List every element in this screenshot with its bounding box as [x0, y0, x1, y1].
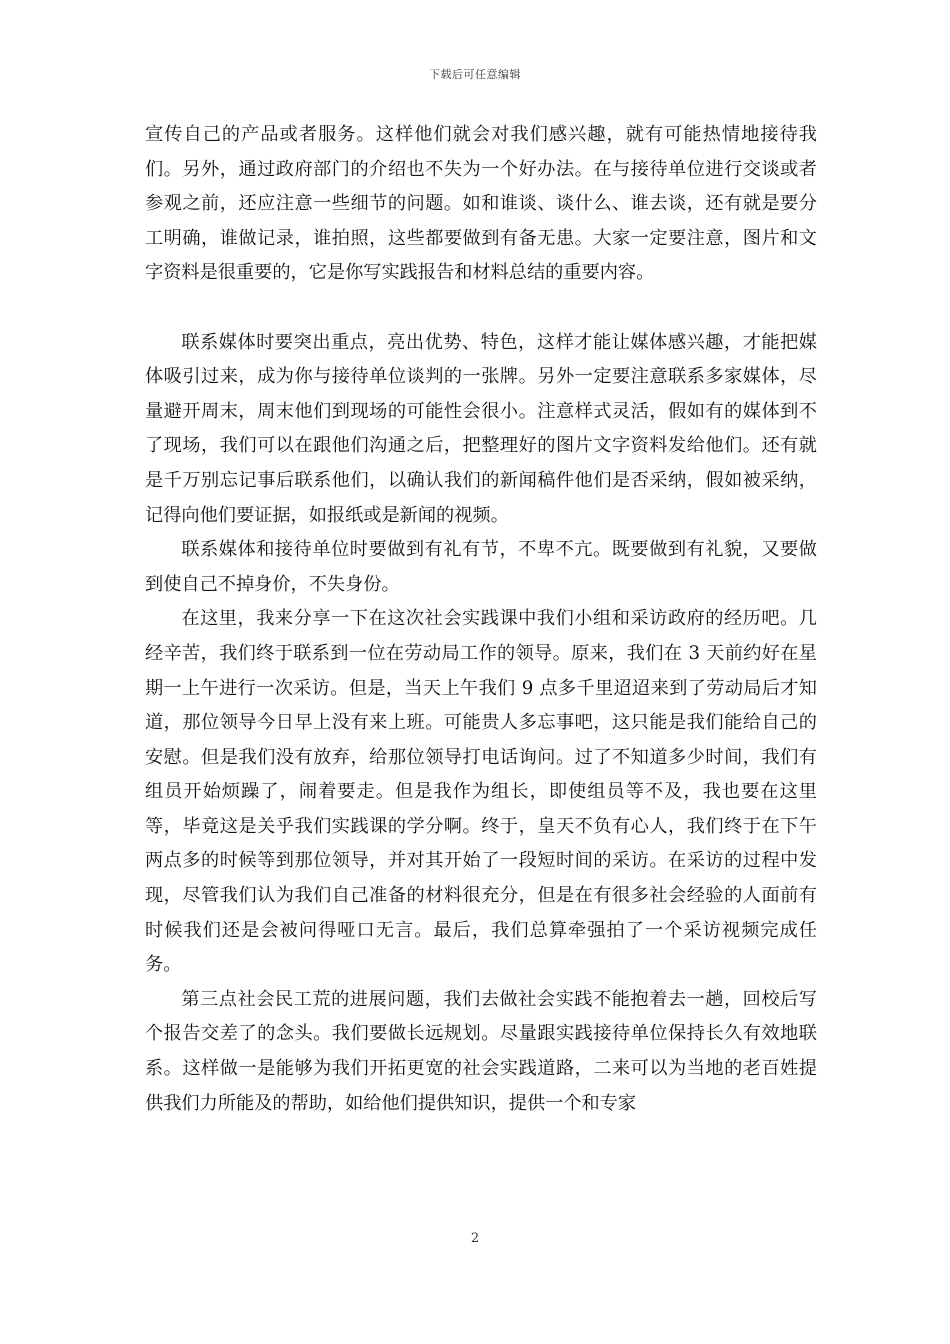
page-number: 2	[470, 1231, 480, 1246]
paragraph-3: 联系媒体和接待单位时要做到有礼有节，不卑不亢。既要做到有礼貌，又要做到使自己不掉身价，不失身份。	[145, 539, 817, 595]
paragraph-5: 第三点社会民工荒的进展问题，我们去做社会实践不能抱着去一趟，回校后写个报告交差了的念头。我们要做长远规划。尽量跟实践接待单位保持长久有效地联系。这样做一是能够为我们开拓更宽的社会实践道路，二来可以为当地的老百姓提供我们力所能及的帮助，如给他们提供知识，提供一个和专家	[145, 988, 817, 1114]
paragraph-2: 联系媒体时要突出重点，亮出优势、特色，这样才能让媒体感兴趣，才能把媒体吸引过来，成为你与接待单位谈判的一张牌。另外一定要注意联系多家媒体，尽量避开周末，周末他们到现场的可能性会很小。注意样式灵活，假如有的媒体到不了现场，我们可以在跟他们沟通之后，把整理好的图片文字资料发给他们。还有就是千万别忘记事后联系他们，以确认我们的新闻稿件他们是否采纳，假如被采纳，记得向他们要证据，如报纸或是新闻的视频。	[145, 331, 817, 526]
paragraph-1: 宣传自己的产品或者服务。这样他们就会对我们感兴趣，就有可能热情地接待我们。另外，通过政府部门的介绍也不失为一个好办法。在与接待单位进行交谈或者参观之前，还应注意一些细节的问题。如和谁谈、谈什么、谁去谈，还有就是要分工明确，谁做记录，谁拍照，这些都要做到有备无患。大家一定要注意，图片和文字资料是很重要的，它是你写实践报告和材料总结的重要内容。	[145, 124, 817, 284]
body-text	[145, 118, 817, 1121]
page-header: 下载后可任意编辑	[429, 68, 521, 81]
paragraph-4: 在这里，我来分享一下在这次社会实践课中我们小组和采访政府的经历吧。几经辛苦，我们终于联系到一位在劳动局工作的领导。原来，我们在 3 天前约好在星期一上午进行一次采访。但是，当天上午我们 9 点多千里迢迢来到了劳动局后才知道，那位领导今日早上没有来上班。可能贵人多忘事吧，这只能是我们能给自己的安慰。但是我们没有放弃，给那位领导打电话询问。过了不知道多少时间，我们有组员开始烦躁了，闹着要走。但是我作为组长，即使组员等不及，我也要在这里等，毕竟这是关乎我们实践课的学分啊。终于，皇天不负有心人，我们终于在下午两点多的时候等到那位领导，并对其开始了一段短时间的采访。在采访的过程中发现，尽管我们认为我们自己准备的材料很充分，但是在有很多社会经验的人面前有时候我们还是会被问得哑口无言。最后，我们总算牵强拍了一个采访视频完成任务。	[145, 608, 817, 976]
